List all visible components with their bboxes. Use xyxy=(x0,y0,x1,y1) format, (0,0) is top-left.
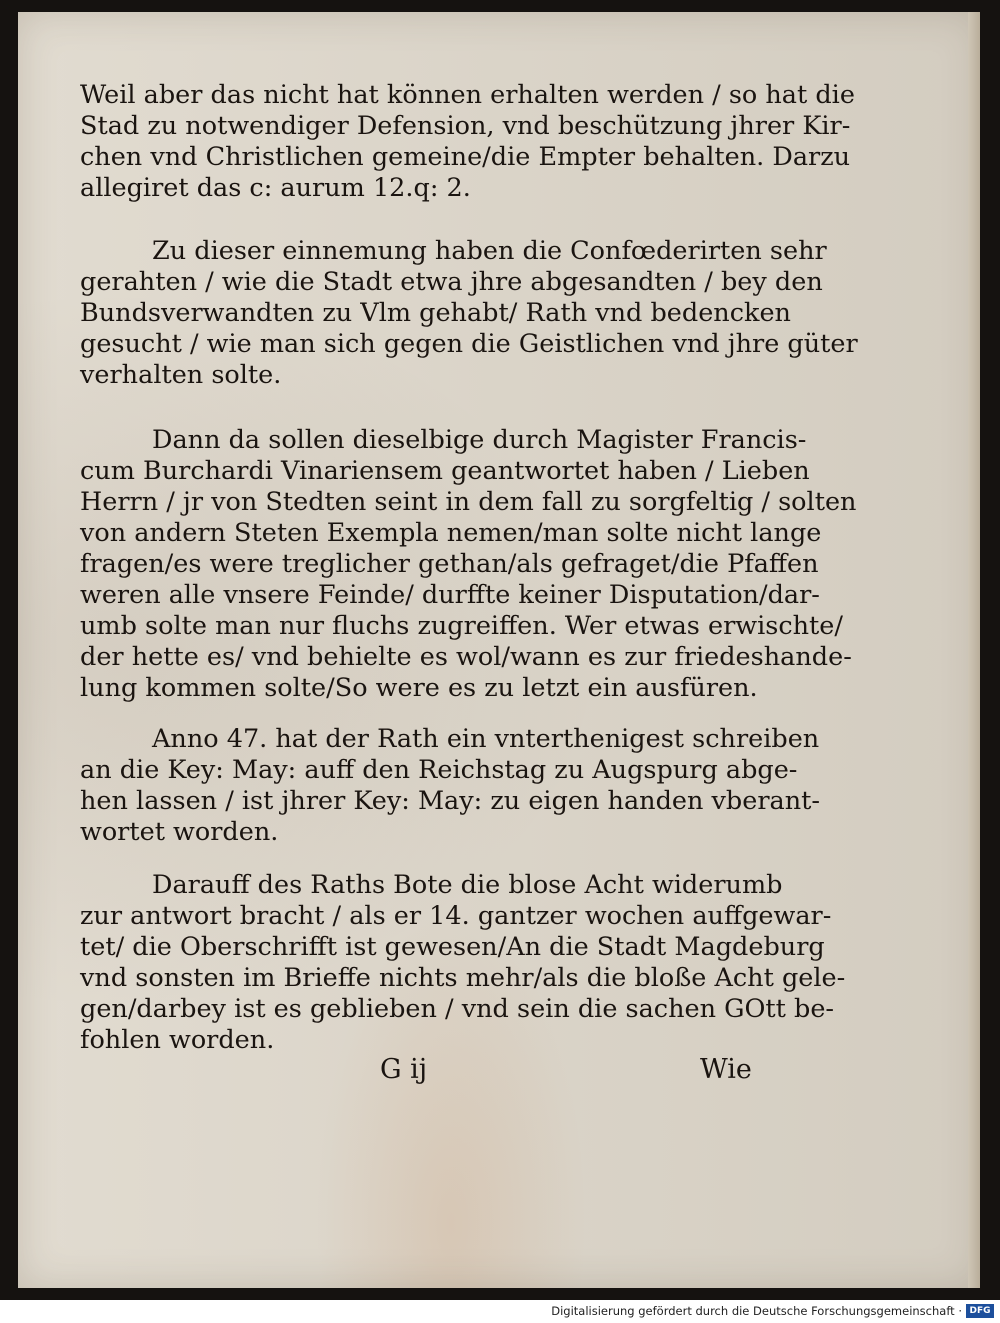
paragraph-5 xyxy=(80,870,846,1056)
text-line: Stad zu notwendiger Defension, vnd beschützung jhrer Kir- xyxy=(80,111,851,141)
text-line: Herrn / jr von Stedten seint in dem fall zu sorgfeltig / solten xyxy=(80,487,857,517)
text-line: Darauff des Raths Bote die blose Acht widerumb xyxy=(152,870,783,900)
paragraph-3 xyxy=(80,425,857,704)
text-line: gen/darbey ist es geblieben / vnd sein die sachen GOtt be- xyxy=(80,994,835,1024)
funding-credit: Digitalisierung gefördert durch die Deutsche Forschungsgemeinschaft · xyxy=(551,1304,962,1318)
page-edge xyxy=(968,12,980,1288)
paragraph-2 xyxy=(80,236,858,391)
text-line: Dann da sollen dieselbige durch Magister Francis- xyxy=(152,425,807,455)
dfg-logo: DFG xyxy=(966,1304,994,1318)
text-line: cum Burchardi Vinariensem geantwortet haben / Lieben xyxy=(80,456,810,486)
text-line: wortet worden. xyxy=(80,817,279,847)
text-line: Weil aber das nicht hat können erhalten werden / so hat die xyxy=(80,80,855,110)
text-line: von andern Steten Exempla nemen/man solte nicht lange xyxy=(80,518,822,548)
text-line: der hette es/ vnd behielte es wol/wann es zur friedeshande- xyxy=(80,642,852,672)
text-line: verhalten solte. xyxy=(80,360,282,390)
catchword: Wie xyxy=(700,1054,752,1085)
text-line: zur antwort bracht / als er 14. gantzer wochen auffgewar- xyxy=(80,901,832,931)
text-line: gerahten / wie die Stadt etwa jhre abgesandten / bey den xyxy=(80,267,823,297)
text-line: Anno 47. hat der Rath ein vnterthenigest schreiben xyxy=(152,724,820,754)
text-line: tet/ die Oberschrifft ist gewesen/An die Stadt Magdeburg xyxy=(80,932,825,962)
text-line: chen vnd Christlichen gemeine/die Empter behalten. Darzu xyxy=(80,142,851,172)
footer-bar xyxy=(0,1300,1000,1323)
paragraph-1 xyxy=(80,80,855,204)
text-line: gesucht / wie man sich gegen die Geistlichen vnd jhre güter xyxy=(80,329,858,359)
text-line: Zu dieser einnemung haben die Confœderirten sehr xyxy=(152,236,827,266)
paragraph-4 xyxy=(80,724,821,848)
text-line: allegiret das c: aurum 12.q: 2. xyxy=(80,173,471,203)
text-line: weren alle vnsere Feinde/ durffte keiner Disputation/dar- xyxy=(80,580,820,610)
text-line: fohlen worden. xyxy=(80,1025,275,1055)
signature-mark: G ij xyxy=(380,1054,428,1085)
text-line: vnd sonsten im Brieffe nichts mehr/als die bloße Acht gele- xyxy=(80,963,846,993)
text-line: Bundsverwandten zu Vlm gehabt/ Rath vnd bedencken xyxy=(80,298,791,328)
text-line: hen lassen / ist jhrer Key: May: zu eigen handen vberant- xyxy=(80,786,821,816)
text-line: umb solte man nur fluchs zugreiffen. Wer etwas erwischte/ xyxy=(80,611,843,641)
text-line: fragen/es were treglicher gethan/als gefraget/die Pfaffen xyxy=(80,549,819,579)
text-line: an die Key: May: auff den Reichstag zu Augspurg abge- xyxy=(80,755,798,785)
text-line: lung kommen solte/So were es zu letzt ein ausfüren. xyxy=(80,673,758,703)
